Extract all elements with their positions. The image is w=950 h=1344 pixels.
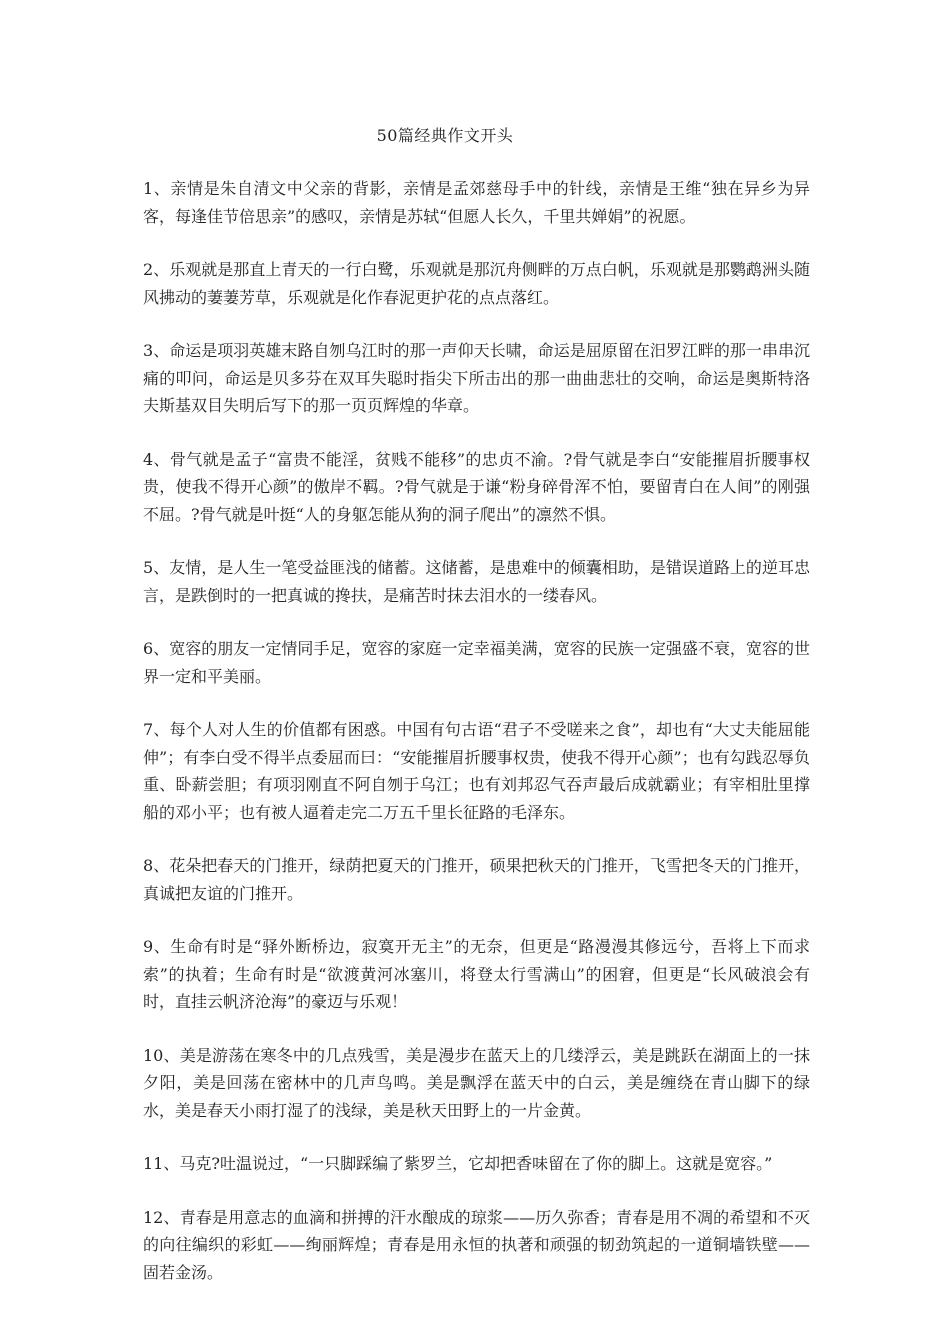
paragraph-4: 4、骨气就是孟子“富贵不能淫，贫贱不能移”的忠贞不渝。?骨气就是李白“安能摧眉折腰事权贵，使我不得开心颜”的傲岸不羁。?骨气就是于谦“粉身碎骨浑不怕，要留青白在人间”的刚强不屈。?骨气就是叶挺“人的身躯怎能从狗的洞子爬出”的凛然不惧。	[143, 449, 810, 524]
paragraph-10: 10、美是游荡在寒冬中的几点残雪，美是漫步在蓝天上的几缕浮云，美是跳跃在湖面上的一抹夕阳，美是回荡在密林中的几声鸟鸣。美是飘浮在蓝天中的白云，美是缠绕在青山脚下的绿水，美是春天小雨打湿了的浅绿，美是秋天田野上的一片金黄。	[143, 1045, 810, 1120]
paragraph-3: 3、命运是项羽英雄末路自刎乌江时的那一声仰天长啸，命运是屈原留在汨罗江畔的那一串串沉痛的叩问，命运是贝多芬在双耳失聪时指尖下所击出的那一曲曲悲壮的交响，命运是奥斯特洛夫斯基双目失明后写下的那一页页辉煌的华章。	[143, 341, 810, 415]
document-title: 50篇经典作文开头	[376, 126, 514, 145]
paragraph-12: 12、青春是用意志的血滴和拼搏的汗水酿成的琼浆——历久弥香；青春是用不凋的希望和不灭的向往编织的彩虹——绚丽辉煌；青春是用永恒的执著和顽强的韧劲筑起的一道铜墙铁壁——固若金汤。	[143, 1207, 810, 1282]
paragraph-8: 8、花朵把春天的门推开，绿荫把夏天的门推开，硕果把秋天的门推开，飞雪把冬天的门推开，真诚把友谊的门推开。	[143, 856, 810, 903]
paragraph-2: 2、乐观就是那直上青天的一行白鹭，乐观就是那沉舟侧畔的万点白帆，乐观就是那鹦鹉洲头随风拂动的萋萋芳草，乐观就是化作春泥更护花的点点落红。	[143, 260, 810, 307]
paragraph-11: 11、马克?吐温说过，“一只脚踩编了紫罗兰，它却把香味留在了你的脚上。这就是宽容。”	[143, 1154, 773, 1173]
paragraph-6: 6、宽容的朋友一定情同手足，宽容的家庭一定幸福美满，宽容的民族一定强盛不衰，宽容的世界一定和平美丽。	[143, 639, 810, 686]
paragraph-1: 1、亲情是朱自清文中父亲的背影，亲情是孟郊慈母手中的针线，亲情是王维“独在异乡为异客，每逢佳节倍思亲”的感叹，亲情是苏轼“但愿人长久，千里共婵娟”的祝愿。	[143, 179, 810, 226]
paragraph-7: 7、每个人对人生的价值都有困惑。中国有句古语“君子不受嗟来之食”，却也有“大丈夫能屈能伸”；有李白受不得半点委屈而曰：“安能摧眉折腰事权贵，使我不得开心颜”；也有勾践忍辱负重、卧薪尝胆；有项羽刚直不阿自刎于乌江；也有刘邦忍气吞声最后成就霸业；有宰相肚里撑船的邓小平；也有被人逼着走完二万五千里长征路的毛泽东。	[143, 720, 810, 822]
document-body	[143, 175, 810, 1312]
paragraph-9: 9、生命有时是“驿外断桥边，寂寞开无主”的无奈，但更是“路漫漫其修远兮，吾将上下而求索”的执着；生命有时是“欲渡黄河冰塞川，将登太行雪满山”的困窘，但更是“长风破浪会有时，直挂云帆济沧海”的豪迈与乐观！	[143, 937, 810, 1011]
paragraph-5: 5、友情，是人生一笔受益匪浅的储蓄。这储蓄，是患难中的倾囊相助，是错误道路上的逆耳忠言，是跌倒时的一把真诚的搀扶，是痛苦时抹去泪水的一缕春风。	[143, 558, 810, 605]
